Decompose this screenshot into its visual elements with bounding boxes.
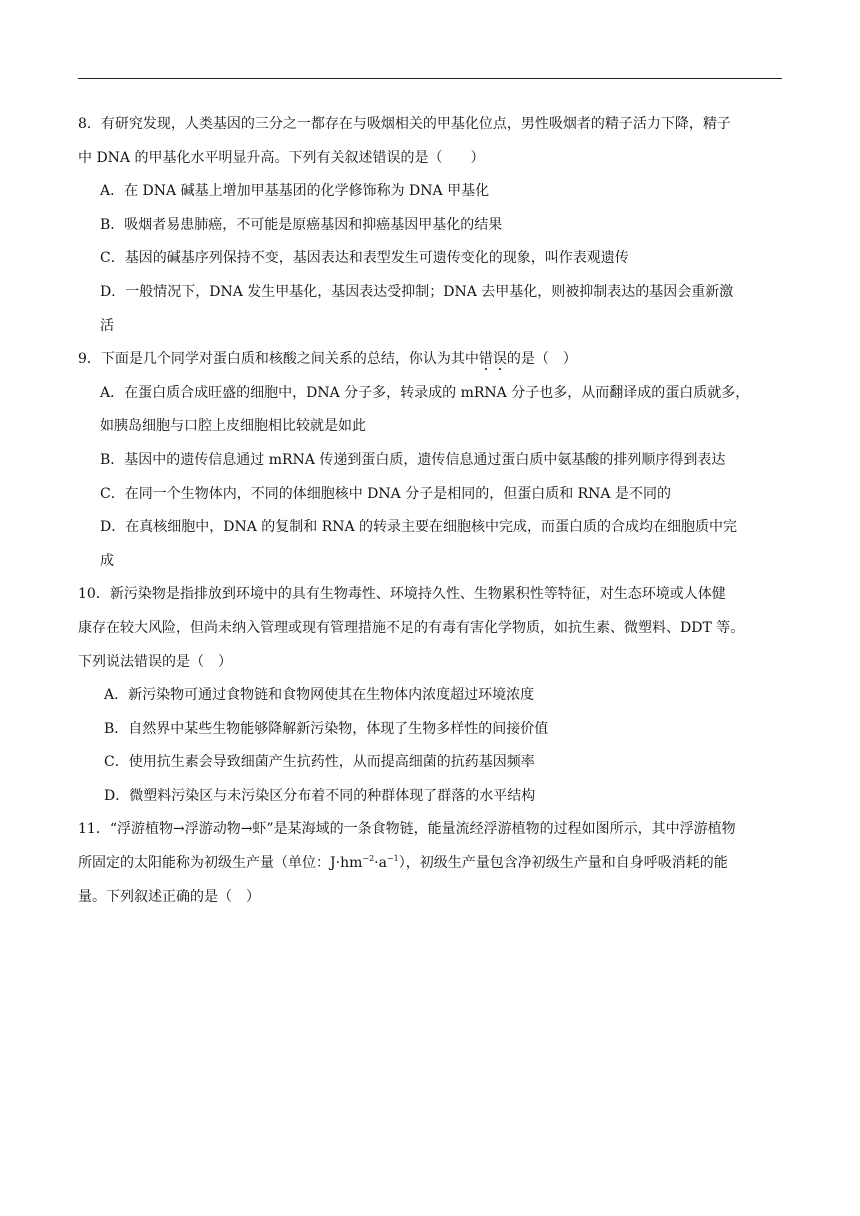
q10-option-c: C．使用抗生素会导致细菌产生抗药性，从而提高细菌的抗药基因频率	[104, 754, 535, 771]
q10-option-a: A．新污染物可通过食物链和食物网使其在生物体内浓度超过环境浓度	[104, 687, 535, 704]
q9-option-d-line-2: 成	[100, 552, 114, 569]
q9-stem	[78, 343, 782, 377]
q10-option-d: D．微塑料污染区与未污染区分布着不同的种群体现了群落的水平结构	[104, 787, 536, 804]
q8-option-b: B．吸烟者易患肺癌，不可能是原癌基因和抑癌基因甲基化的结果	[100, 216, 503, 233]
q9-emphasis-char-1: 错	[478, 351, 493, 368]
document-page	[78, 108, 782, 914]
q11-stem-text: 所固定的太阳能称为初级生产量（单位：	[78, 855, 330, 872]
header-rule	[78, 78, 782, 79]
q10-stem-line-3: 下列说法错误的是（ ）	[78, 653, 232, 670]
q8-stem-line-1: 8．有研究发现，人类基因的三分之一都存在与吸烟相关的甲基化位点，男性吸烟者的精子活力下降，精子	[78, 116, 731, 132]
q9-option-b: B．基因中的遗传信息通过 mRNA 传递到蛋白质，遗传信息通过蛋白质中氨基酸的排列顺序得到表达	[100, 451, 726, 468]
unit-exponent-2: −1	[386, 854, 399, 864]
q11-stem-tail: ），初级生产量包含净初级生产量和自身呼吸消耗的能	[398, 855, 728, 872]
q9-stem-text: 9．下面是几个同学对蛋白质和核酸之间关系的总结，你认为其中	[78, 351, 479, 368]
q8-stem-line-2: 中 DNA 的甲基化水平明显升高。下列有关叙述错误的是（ ）	[78, 149, 485, 166]
q8-option-c: C．基因的碱基序列保持不变，基因表达和表型发生可遗传变化的现象，叫作表观遗传	[100, 250, 629, 267]
q10-option-b: B．自然界中某些生物能够降解新污染物，体现了生物多样性的间接价值	[104, 720, 549, 737]
q8-option-d-line-2: 活	[100, 317, 114, 334]
q9-option-c: C．在同一个生物体内，不同的体细胞核中 DNA 分子是相同的，但蛋白质和 RNA 是不同的	[100, 485, 671, 502]
q8-option-a: A．在 DNA 碱基上增加甲基基团的化学修饰称为 DNA 甲基化	[100, 183, 490, 200]
q11-stem-line-1: 11．“浮游植物→浮游动物→虾”是某海域的一条食物链，能量流经浮游植物的过程如图所示，其中浮游植物	[78, 821, 736, 838]
q9-emphasis-char-2: 误	[492, 351, 507, 368]
unit-year: ·a	[374, 855, 387, 872]
q9-option-d-line-1: D．在真核细胞中，DNA 的复制和 RNA 的转录主要在细胞核中完成，而蛋白质的合成均在细胞质中完	[100, 519, 738, 536]
unit-exponent-1: −2	[362, 854, 375, 864]
q11-stem-line-3: 量。下列叙述正确的是（ ）	[78, 888, 260, 905]
q9-option-a-line-1: A．在蛋白质合成旺盛的细胞中，DNA 分子多，转录成的 mRNA 分子也多，从而翻译成的蛋白质就多，	[100, 384, 750, 401]
q10-stem-line-1: 10．新污染物是指排放到环境中的具有生物毒性、环境持久性、生物累积性等特征，对生态环境或人体健	[78, 586, 726, 603]
q8-option-d-line-1: D．一般情况下，DNA 发生甲基化，基因表达受抑制；DNA 去甲基化，则被抑制表达的基因会重新激	[100, 283, 734, 300]
q9-stem-tail: 的是（ ）	[506, 351, 577, 368]
unit-joule-hectare: J·hm	[330, 855, 363, 872]
q10-stem-line-2: 康存在较大风险，但尚未纳入管理或现有管理措施不足的有毒有害化学物质，如抗生素、微塑料、DDT 等。	[78, 619, 745, 636]
q11-stem-line-2	[78, 847, 782, 881]
q9-option-a-line-2: 如胰岛细胞与口腔上皮细胞相比较就是如此	[100, 418, 366, 435]
